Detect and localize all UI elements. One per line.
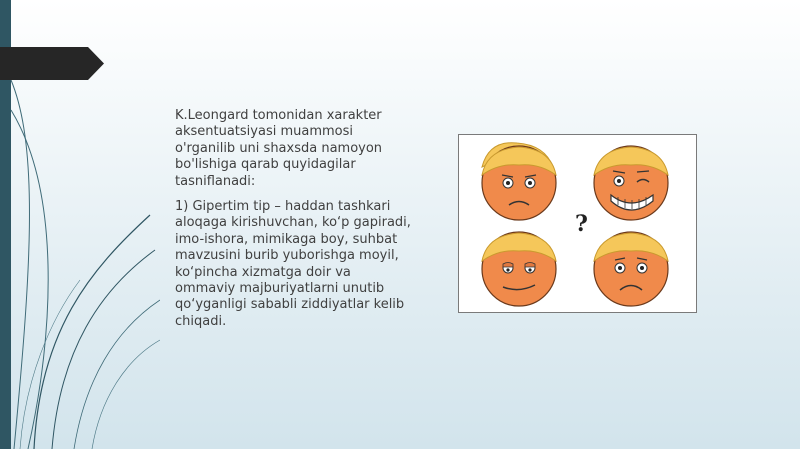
list-item-1: 1) Gipertim tip – haddan tashkari aloqaga kirishuvchan, ko‘p gapiradi, imo-ishora, mimikaga boy, suhbat mavzusini burib yuborishga moyil, ko‘pincha xizmatga doir va ommaviy majburiyatlarni unutib qo‘yganligi sababli ziddiyatlar kelib chiqadi. — [175, 199, 411, 329]
winking-face-icon — [594, 146, 668, 220]
sleepy-face-icon — [482, 232, 556, 306]
emotions-image — [458, 134, 697, 313]
sad-face-icon — [594, 232, 668, 306]
title-tab-shape — [0, 47, 104, 80]
body-text — [175, 108, 415, 330]
worried-face-icon — [482, 143, 556, 220]
intro-paragraph: K.Leongard tomonidan xarakter aksentuatsiyasi muammosi o'rganilib uni shaxsda namoyon bo'lishiga qarab quyidagilar tasniflanadi: — [175, 108, 383, 189]
question-mark: ? — [575, 211, 588, 237]
